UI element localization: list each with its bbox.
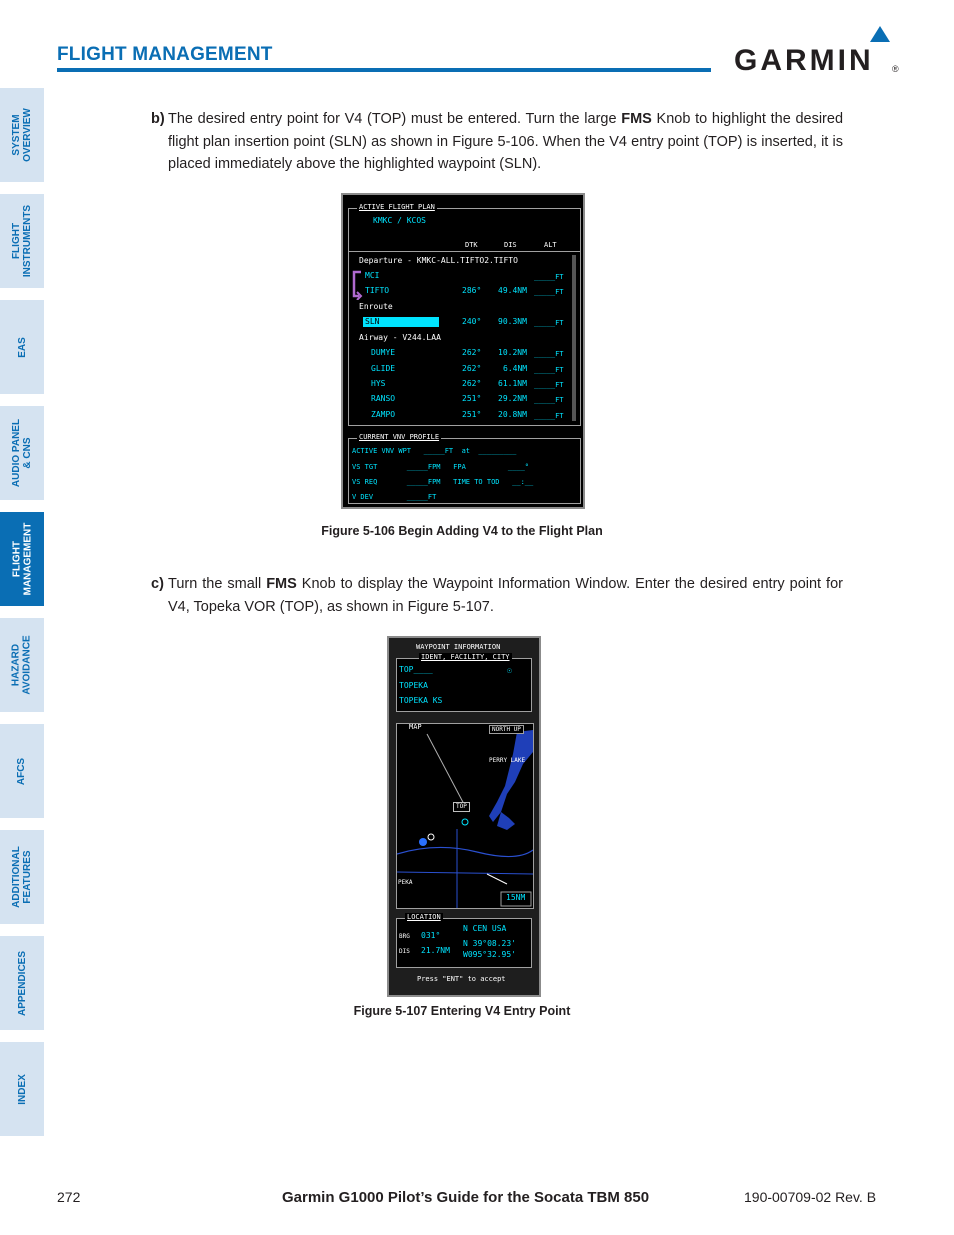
tab-label: INSTRUMENTS — [22, 204, 34, 278]
footer-title: Garmin G1000 Pilot’s Guide for the Socata TBM 850 — [282, 1189, 650, 1206]
route-text: KMKC / KCOS — [373, 216, 426, 225]
vnv-active-wpt-line: ACTIVE VNV WPT _____FT at _________ — [352, 447, 517, 455]
longitude-value: W095°32.95' — [463, 950, 516, 959]
tab-label: FLIGHT — [11, 222, 23, 260]
active-flight-plan-screen — [341, 193, 585, 509]
page-number: 272 — [57, 1189, 81, 1205]
departure-text: Departure - KMKC-ALL.TIFTO2.TIFTO — [359, 256, 518, 265]
waypoint-information-window — [387, 636, 541, 997]
tab-label: SYSTEM — [11, 114, 22, 156]
logo-text: GARMIN — [734, 44, 874, 77]
step-text: Turn the small — [168, 576, 267, 592]
airway-label: Airway - V244.LAA — [359, 333, 441, 342]
tab-label: INDEX — [16, 1073, 28, 1105]
wpt-info-title: WAYPOINT INFORMATION — [416, 643, 501, 651]
col-dis: DIS — [504, 241, 517, 249]
tab-label: AFCS — [16, 757, 28, 785]
dis-value: 6.4NM — [503, 364, 528, 373]
wpt-sln[interactable]: SLN — [365, 317, 380, 326]
active-leg-arrow-icon — [351, 270, 363, 300]
tab-label: HAZARD — [11, 643, 23, 687]
peka-label: PEKA — [398, 879, 413, 886]
wpt-mci[interactable]: MCI — [365, 271, 380, 280]
col-dtk: DTK — [465, 241, 478, 249]
enter-prompt: Press "ENT" to accept — [417, 975, 506, 983]
vor-icon: ☉ — [507, 666, 512, 675]
tab-label: AUDIO PANEL — [11, 418, 22, 488]
dtk-value: 286° — [462, 286, 482, 295]
dis-value: 21.7NM — [421, 946, 450, 955]
brg-value: 031° — [421, 931, 441, 940]
active-flight-plan-title: ACTIVE FLIGHT PLAN — [359, 203, 435, 211]
tab-afcs[interactable] — [0, 724, 44, 818]
wpt-dumye[interactable]: DUMYE — [371, 348, 396, 357]
figure-107-caption: Figure 5-107 Entering V4 Entry Point — [353, 1004, 571, 1018]
alt-field[interactable]: _____FT — [534, 396, 564, 404]
map-graphic — [397, 724, 533, 908]
doc-number: 190-00709-02 Rev. B — [744, 1189, 877, 1205]
vnv-vs-tgt-line: VS TGT _____FPM FPA ____° — [352, 463, 530, 471]
wpt-glide[interactable]: GLIDE — [371, 364, 396, 373]
tab-eas[interactable] — [0, 300, 44, 394]
lake-label: PERRY LAKE — [489, 757, 526, 764]
tab-audio-panel-cns[interactable] — [0, 406, 44, 500]
tab-additional-features[interactable] — [0, 830, 44, 924]
tab-label: FLIGHT — [11, 540, 22, 578]
dis-value: 20.8NM — [498, 410, 527, 419]
ident-field[interactable]: TOP____ — [399, 665, 433, 674]
step-c-paragraph — [151, 573, 843, 618]
dis-value: 90.3NM — [498, 317, 527, 326]
wpt-zampo[interactable]: ZAMPO — [371, 410, 396, 419]
waypoint-map[interactable] — [396, 723, 534, 909]
section-title: FLIGHT MANAGEMENT — [57, 44, 273, 65]
wpt-tifto[interactable]: TIFTO — [365, 286, 390, 295]
tab-flight-instruments[interactable] — [0, 194, 44, 288]
alt-field[interactable]: _____FT — [534, 288, 564, 296]
tab-flight-management[interactable] — [0, 512, 44, 606]
dis-value: 49.4NM — [498, 286, 527, 295]
tab-label: ADDITIONAL — [11, 846, 23, 908]
latitude-value: N 39°08.23' — [463, 939, 516, 948]
ident-facility-city-title: IDENT, FACILITY, CITY — [421, 653, 510, 661]
dtk-value: 262° — [462, 379, 482, 388]
step-text: Knob to display the Waypoint Information Window. Enter the desired entry point for V4, Topeka VOR (TOP), as shown in Figure 5-107. — [168, 576, 843, 615]
dis-label: DIS — [399, 948, 410, 955]
location-title: LOCATION — [407, 913, 441, 921]
dis-value: 10.2NM — [498, 348, 527, 357]
map-range[interactable]: 15NM — [506, 893, 526, 902]
dis-value: 61.1NM — [498, 379, 527, 388]
alt-field[interactable]: _____FT — [534, 273, 564, 281]
alt-field[interactable]: _____FT — [534, 319, 564, 327]
logo-registered-mark: ® — [892, 64, 899, 74]
fms-knob-label: FMS — [266, 576, 297, 592]
header-rule — [57, 68, 711, 72]
north-up-badge[interactable]: NORTH UP — [489, 725, 524, 734]
flight-plan-scrollbar[interactable] — [572, 255, 576, 421]
col-alt: ALT — [544, 241, 557, 249]
step-text: The desired entry point for V4 (TOP) must be entered. Turn the large — [168, 111, 622, 127]
tab-label: AVOIDANCE — [22, 635, 34, 695]
dtk-value: 251° — [462, 394, 482, 403]
brg-label: BRG — [399, 933, 410, 940]
wpt-ranso[interactable]: RANSO — [371, 394, 396, 403]
tab-label: FEATURES — [22, 850, 34, 904]
fms-knob-label: FMS — [621, 111, 652, 127]
dtk-value: 240° — [462, 317, 482, 326]
tab-label: & CNS — [22, 437, 33, 469]
step-marker: b) — [151, 111, 165, 127]
top-vor-label: TOP — [453, 802, 470, 812]
region-value: N CEN USA — [463, 924, 507, 933]
tab-label: OVERVIEW — [22, 108, 33, 162]
enroute-label: Enroute — [359, 302, 393, 311]
tab-label: MANAGEMENT — [22, 522, 33, 596]
vnv-vdev-line: V DEV _____FT — [352, 493, 437, 501]
tab-hazard-avoidance[interactable] — [0, 618, 44, 712]
wpt-hys[interactable]: HYS — [371, 379, 386, 388]
tab-appendices[interactable] — [0, 936, 44, 1030]
tab-label: EAS — [16, 336, 28, 358]
vnv-profile-title: CURRENT VNV PROFILE — [359, 433, 440, 441]
tab-label: APPENDICES — [16, 950, 28, 1016]
alt-field[interactable]: _____FT — [534, 381, 564, 389]
tab-system-overview[interactable] — [0, 88, 44, 182]
alt-field[interactable]: _____FT — [534, 366, 564, 374]
facility-field: TOPEKA — [399, 681, 428, 690]
figure-106-caption: Figure 5-106 Begin Adding V4 to the Flight Plan — [321, 524, 603, 538]
logo-triangle-icon — [870, 26, 890, 42]
dtk-value: 262° — [462, 348, 482, 357]
step-text: Knob to highlight the desired flight plan insertion point (SLN) as shown in Figure 5-106. When the V4 entry point (TOP) is inserted, it is placed immediately above the highlighted waypoint (SLN). — [168, 111, 844, 172]
vnv-vs-req-line: VS REQ _____FPM TIME TO TOD __:__ — [352, 478, 534, 486]
map-title: MAP — [409, 723, 422, 731]
step-marker: c) — [151, 576, 164, 592]
tab-index[interactable] — [0, 1042, 44, 1136]
dis-value: 29.2NM — [498, 394, 527, 403]
alt-field[interactable]: _____FT — [534, 350, 564, 358]
alt-field[interactable]: _____FT — [534, 412, 564, 420]
step-b-paragraph — [151, 108, 843, 176]
dtk-value: 262° — [462, 364, 482, 373]
city-field: TOPEKA KS — [399, 696, 443, 705]
dtk-value: 251° — [462, 410, 482, 419]
garmin-logo — [734, 26, 900, 76]
